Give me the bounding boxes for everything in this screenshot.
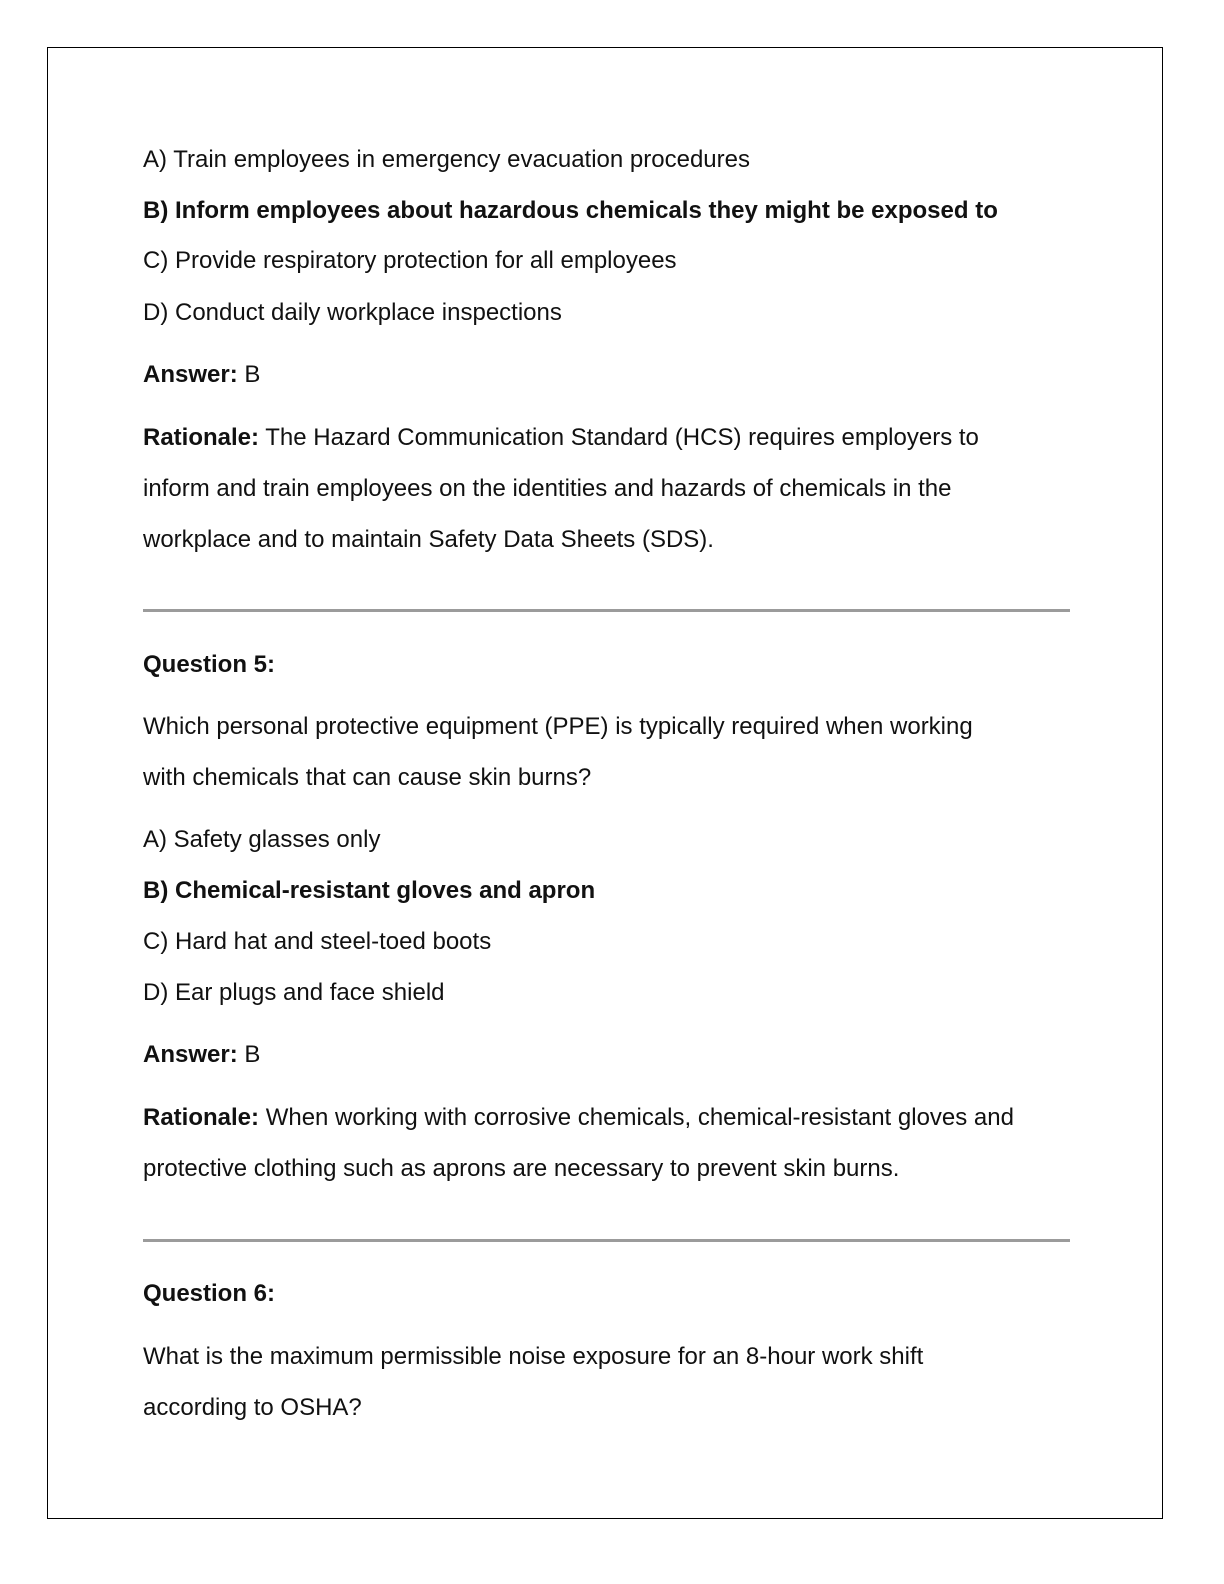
q4-option-a: A) Train employees in emergency evacuation procedures (143, 146, 750, 173)
q4-option-b-correct: B) Inform employees about hazardous chemicals they might be exposed to (143, 197, 998, 224)
q5-question-line-2: with chemicals that can cause skin burns? (143, 764, 592, 791)
q4-option-c: C) Provide respiratory protection for all employees (143, 247, 677, 274)
q4-answer-value: B (244, 361, 261, 388)
q6-heading: Question 6: (143, 1280, 276, 1307)
q5-rationale-text-1: When working with corrosive chemicals, chemical-resistant gloves and (265, 1104, 1014, 1131)
q5-option-c: C) Hard hat and steel-toed boots (143, 928, 492, 955)
q5-option-a: A) Safety glasses only (143, 826, 381, 853)
q4-rationale-label: Rationale: (143, 424, 260, 451)
q4-rationale-line-3: workplace and to maintain Safety Data Sheets (SDS). (143, 526, 714, 553)
q4-option-d: D) Conduct daily workplace inspections (143, 299, 562, 326)
q4-rationale-line-1 (143, 423, 1084, 453)
q5-rationale-label: Rationale: (143, 1104, 260, 1131)
q5-question-line-1: Which personal protective equipment (PPE) is typically required when working (143, 713, 973, 740)
q5-heading: Question 5: (143, 651, 276, 678)
q5-answer (143, 1040, 1084, 1070)
q5-rationale-line-2: protective clothing such as aprons are necessary to prevent skin burns. (143, 1155, 900, 1182)
q6-question-line-1: What is the maximum permissible noise exposure for an 8-hour work shift (143, 1343, 924, 1370)
q5-option-b-correct: B) Chemical-resistant gloves and apron (143, 877, 596, 904)
section-divider (143, 609, 1070, 612)
q4-answer (143, 360, 1084, 390)
q5-rationale-line-1 (143, 1103, 1084, 1133)
q5-answer-value: B (244, 1041, 261, 1068)
q5-option-d: D) Ear plugs and face shield (143, 979, 445, 1006)
q6-question-line-2: according to OSHA? (143, 1394, 362, 1421)
q4-answer-label: Answer: (143, 361, 238, 388)
q4-rationale-line-2: inform and train employees on the identities and hazards of chemicals in the (143, 475, 952, 502)
q4-rationale-text-1: The Hazard Communication Standard (HCS) requires employers to (265, 424, 979, 451)
q5-answer-label: Answer: (143, 1041, 238, 1068)
section-divider (143, 1239, 1070, 1242)
